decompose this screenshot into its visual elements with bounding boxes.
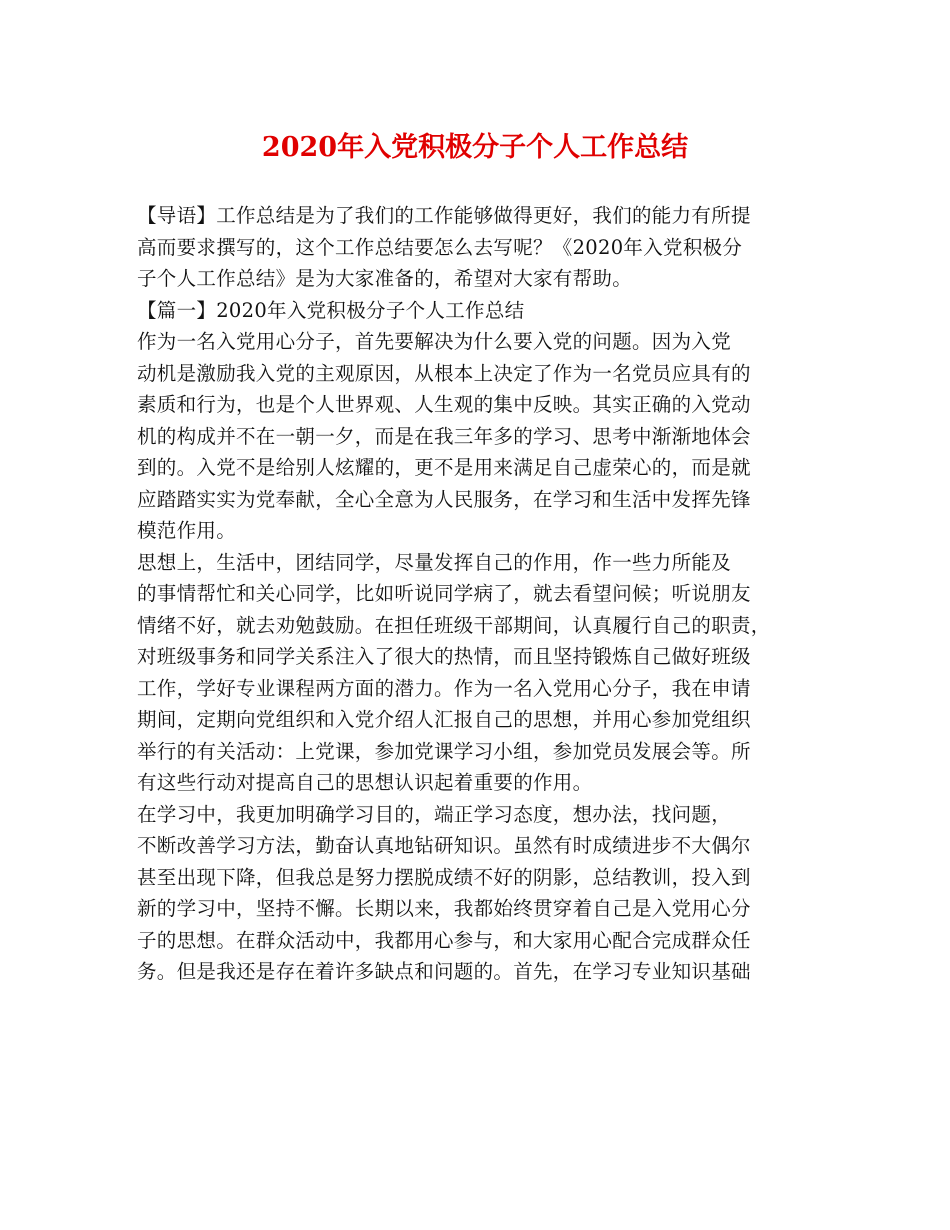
section-heading: 【篇一】2020年入党积极分子个人工作总结 [137, 298, 525, 322]
body-line: 情绪不好，就去劝勉鼓励。在担任班级干部期间，认真履行自己的职责， [137, 613, 771, 637]
body-line: 对班级事务和同学关系注入了很大的热情，而且坚持锻炼自己做好班级 [137, 645, 751, 668]
body-line: 子的思想。在群众活动中，我都用心参与，和大家用心配合完成群众任 [137, 928, 751, 952]
document-title: 2020年入党积极分子个人工作总结 [261, 132, 689, 163]
body-line: 在学习中，我更加明确学习目的，端正学习态度，想办法，找问题， [137, 802, 732, 826]
body-line: 的事情帮忙和关心同学，比如听说同学病了，就去看望问候；听说朋友 [137, 582, 751, 605]
body-line: 动机是激励我入党的主观原因，从根本上决定了作为一名党员应具有的 [137, 361, 751, 385]
body-line: 期间，定期向党组织和入党介绍人汇报自己的思想，并用心参加党组织 [137, 708, 751, 731]
body-line: 到的。入党不是给别人炫耀的，更不是用来满足自己虚荣心的，而是就 [137, 456, 751, 479]
body-line: 素质和行为，也是个人世界观、人生观的集中反映。其实正确的入党动 [137, 393, 751, 416]
body-line: 思想上，生活中，团结同学，尽量发挥自己的作用，作一些力所能及 [137, 550, 732, 574]
body-line: 不断改善学习方法，勤奋认真地钻研知识。虽然有时成绩进步不大偶尔 [137, 834, 751, 857]
body-line: 机的构成并不在一朝一夕，而是在我三年多的学习、思考中渐渐地体会 [137, 424, 751, 448]
document-body [137, 200, 837, 988]
body-line: 务。但是我还是存在着许多缺点和问题的。首先，在学习专业知识基础 [137, 960, 751, 983]
body-line: 甚至出现下降，但我总是努力摆脱成绩不好的阴影，总结教训，投入到 [137, 865, 751, 889]
body-line: 应踏踏实实为党奉献，全心全意为人民服务，在学习和生活中发挥先锋 [137, 487, 751, 511]
body-line: 举行的有关活动：上党课，参加党课学习小组，参加党员发展会等。所 [137, 739, 751, 763]
body-line: 有这些行动对提高自己的思想认识起着重要的作用。 [137, 771, 593, 794]
body-line: 模范作用。 [137, 519, 237, 542]
body-line: 作为一名入党用心分子，首先要解决为什么要入党的问题。因为入党 [137, 330, 732, 353]
body-line: 工作，学好专业课程两方面的潜力。作为一名入党用心分子，我在申请 [137, 676, 751, 700]
body-line: 新的学习中，坚持不懈。长期以来，我都始终贯穿着自己是入党用心分 [137, 897, 751, 920]
body-line: 【导语】工作总结是为了我们的工作能够做得更好，我们的能力有所提 [137, 204, 751, 227]
body-line: 高而要求撰写的，这个工作总结要怎么去写呢？《2020年入党积极分 [137, 235, 743, 259]
body-line: 子个人工作总结》是为大家准备的，希望对大家有帮助。 [137, 267, 633, 290]
